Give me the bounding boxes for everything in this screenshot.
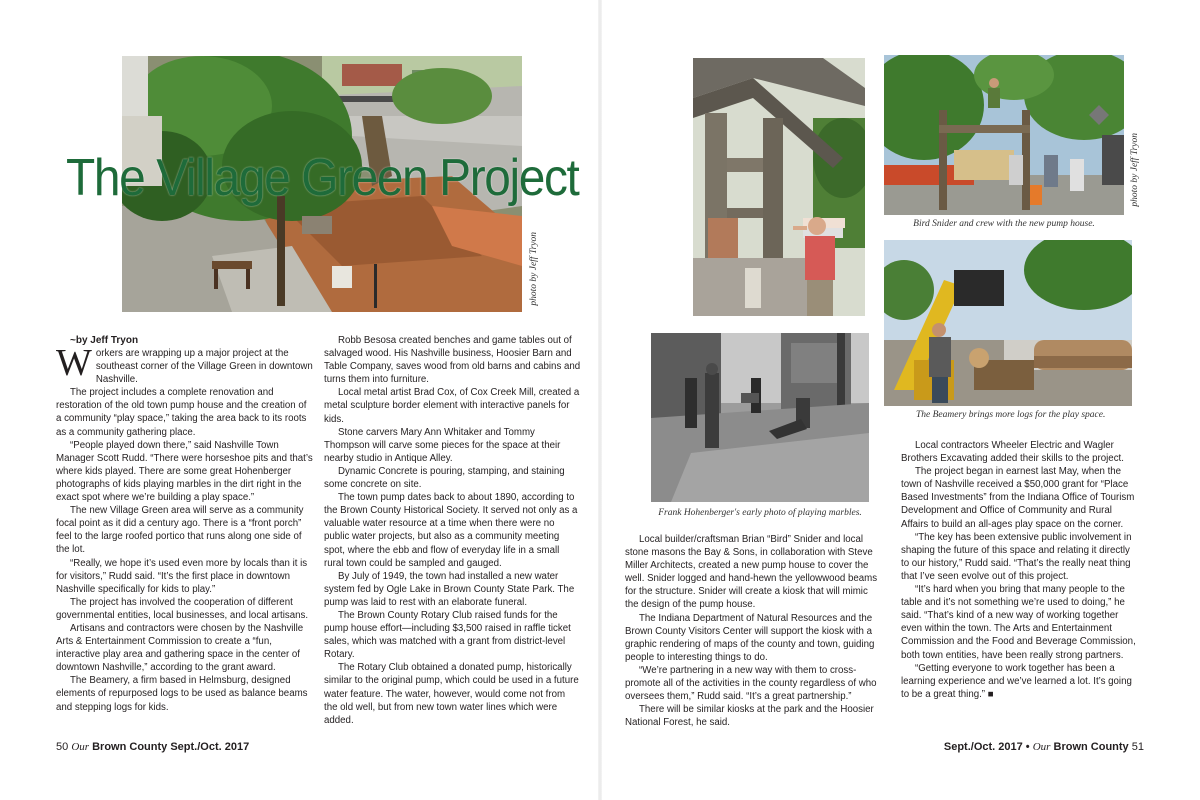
paragraph: The new Village Green area will serve as a community focal point as it did a century ago. There is a “front porch” feel to the large roofed portico that runs along one side of the lot.: [56, 505, 304, 556]
paragraph: By July of 1949, the town had installed a new water system fed by Ogle Lake in Brown County State Park. The pump was laid to rest with an elaborate funeral.: [324, 570, 575, 608]
paragraph: “It’s hard when you bring that many people to the table and it’s not something we’re used to doing,” he said. “That’s kind of a new way of working together even within the town. The Arts and Entertainment Commission and the Food and Beverage Commission, both town entities, have been really strong partners.: [901, 584, 1136, 661]
left-page-number: 50: [56, 741, 69, 753]
paragraph: Local contractors Wheeler Electric and Wagler Brothers Excavating added their skills to the project.: [901, 440, 1124, 465]
paragraph: The project has involved the cooperation of different governmental entities, local businesses, and local artisans.: [56, 596, 309, 621]
right-magazine-name: Brown County: [1053, 741, 1129, 753]
paragraph: “Getting everyone to work together has been a learning experience and we’ve learned a lot. It’s going to be a great thing.” ■: [901, 662, 1132, 700]
caption-beamery-logs: The Beamery brings more logs for the play space.: [916, 410, 1106, 420]
text-column-3: [625, 533, 882, 729]
photo-pump-house-crew: [884, 55, 1124, 215]
paragraph: The project began in earnest last May, when the town of Nashville received a $50,000 grant for “Place Based Investments” from the Indiana Office of Tourism Development and Office of Community and Rural Affairs to build an all-ages play space on the corner.: [901, 466, 1135, 530]
caption-pump-house-crew: Bird Snider and crew with the new pump house.: [913, 219, 1095, 229]
left-folio: [56, 741, 249, 753]
paragraph: The project includes a complete renovation and restoration of the old town pump house and the creation of a community “play space,” taking the area back to its roots as a community gathering place.: [56, 387, 307, 438]
right-our-wordmark: Our: [1032, 741, 1051, 753]
paragraph: Artisans and contractors were chosen by the Nashville Arts & Entertainment Commission to create a “fun, interactive play area and gathering space in the center of downtown Nashville,” according to the grant award.: [56, 622, 304, 674]
paragraph: Robb Besosa created benches and game tables out of salvaged wood. His Nashville business, Hoosier Barn and Table Company, saves wood from old barns and cabins and turns them into furniture.: [324, 335, 581, 386]
photo-hohenberger-marbles: [651, 333, 869, 502]
right-page-number: 51: [1131, 741, 1144, 753]
hero-photo-credit: photo by Jeff Tryon: [529, 232, 539, 306]
text-column-2: [324, 334, 581, 727]
left-issue-date: Sept./Oct. 2017: [170, 741, 250, 753]
photo-beamery-logs: [884, 240, 1132, 406]
paragraph: “We’re partnering in a new way with them to cross-promote all of the activities in the county regardless of who oversees them,” Rudd said. “It’s a great partnership.”: [625, 664, 877, 703]
paragraph: The Brown County Rotary Club raised funds for the pump house effort—including $3,500 raised in raffle ticket sales, which was matched with a grant from district-level Rotary.: [324, 609, 571, 661]
paragraph: Local metal artist Brad Cox, of Cox Creek Mill, created a metal sculpture border element with interactive panels for kids.: [324, 387, 580, 425]
paragraph: There will be similar kiosks at the park and the Hoosier National Forest, he said.: [625, 704, 874, 729]
lead-paragraph: [56, 342, 313, 386]
right-issue-date: Sept./Oct. 2017 •: [943, 741, 1030, 753]
photo-pump-house-builder: [693, 58, 865, 316]
text-column-1: [56, 334, 313, 714]
paragraph: “People played down there,” said Nashville Town Manager Scott Rudd. “There were horseshoe pits and that’s where kids played. There are some great Hohenberger photographs of kids playing marbles in the dirt right in the exact spot where we’re building a play space.”: [56, 439, 313, 504]
caption-hohenberger-marbles: Frank Hohenberger's early photo of playing marbles.: [658, 508, 862, 518]
paragraph: Stone carvers Mary Ann Whitaker and Tommy Thompson will carve some pieces for the space at their nearby studio in Antique Alley.: [324, 426, 561, 464]
left-magazine-name: Brown County: [92, 741, 168, 753]
paragraph: The town pump dates back to about 1890, according to the Brown County Historical Society. It served not only as a valuable water resource at a time when there were no public water projects, but also as a community meeting spot, where the ebb and flow of everyday life in a small rural town could be sampled and gauged.: [324, 492, 578, 569]
top-right-photo-credit: photo by Jeff Tryon: [1130, 133, 1140, 207]
paragraph: The Indiana Department of Natural Resources and the Brown County Visitors Center will support the kiosk with a graphic rendering of maps of the county and town, guiding people to interesting things to do.: [625, 612, 875, 663]
paragraph: The Rotary Club obtained a donated pump, historically similar to the original pump, which could be used in a future water feature. The water, however, would come not from the old well, but from new town water lines which were added.: [324, 662, 579, 726]
paragraph: The Beamery, a firm based in Helmsburg, designed elements of repurposed logs to be used as balance beams and stepping logs for kids.: [56, 675, 308, 713]
left-our-wordmark: Our: [71, 741, 90, 753]
text-column-4: [901, 439, 1138, 701]
spine-gutter: [598, 0, 602, 800]
paragraph: “Really, we hope it’s used even more by locals than it is for visitors,” Rudd said. “It’s the first place in downtown Nashville specifically for kids to play.”: [56, 557, 308, 595]
right-folio: [944, 741, 1144, 753]
lead-text: orkers are wrapping up a major project at the southeast corner of the Village Green in downtown Nashville.: [95, 348, 313, 386]
byline: ~by Jeff Tryon: [70, 335, 139, 346]
paragraph: “The key has been extensive public involvement in shaping the future of this space and relating it directly to our history,” Rudd said. “That’s the really neat thing that I’ve seen evolve out of this project.: [901, 531, 1132, 582]
paragraph: Dynamic Concrete is pouring, stamping, and staining some concrete on site.: [324, 465, 565, 491]
drop-cap: W: [56, 342, 92, 384]
article-title: The Village Green Project: [66, 149, 579, 207]
paragraph: Local builder/craftsman Brian “Bird” Snider and local stone masons the Bay & Sons, in collaboration with Steve Miller Architects, created a new pump house to cover the well. Snider logged and hand-hewn the yellowwood beams for the structure. Snider will create a kiosk that will mimic the design of the pump house.: [625, 534, 878, 611]
